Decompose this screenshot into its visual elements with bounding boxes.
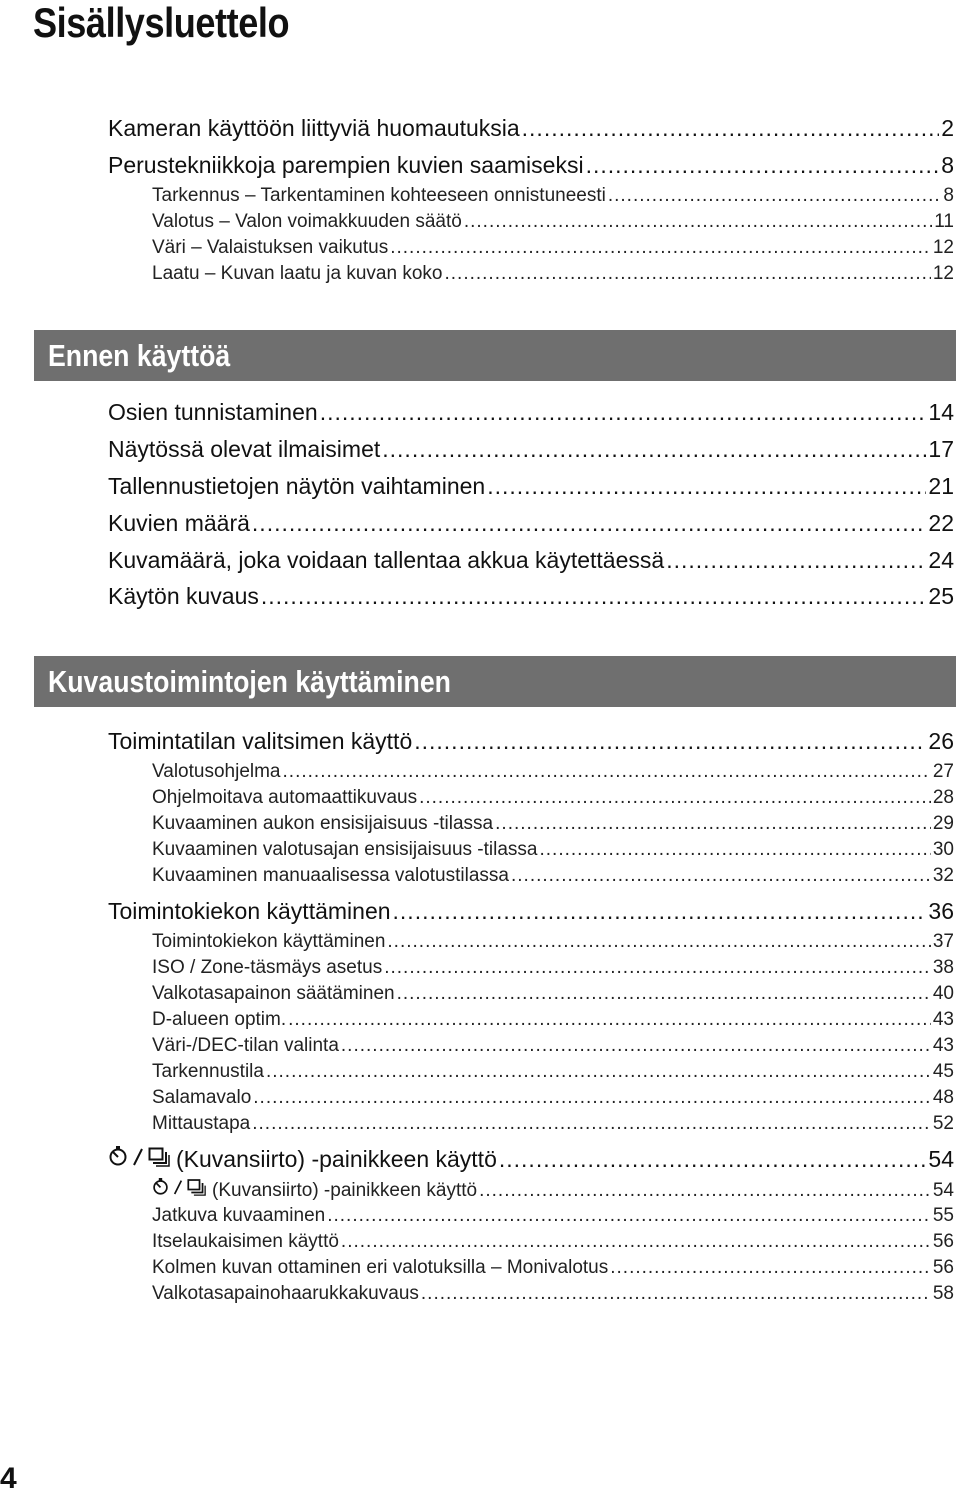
- toc-entry[interactable]: Käytön kuvaus ..... 25: [108, 581, 954, 611]
- toc-entry[interactable]: Toimintokiekon käyttäminen ..... 36: [108, 896, 954, 926]
- toc-subentry[interactable]: D-alueen optim. ..... 43: [152, 1007, 954, 1033]
- continuous-shooting-icon: [148, 1145, 170, 1167]
- toc-subentry[interactable]: Toimintokiekon käyttäminen ..... 37: [152, 929, 954, 955]
- toc-subentry[interactable]: Kolmen kuvan ottaminen eri valotuksilla – Monivalotus ..... 56: [152, 1255, 954, 1281]
- toc-subentry[interactable]: Kuvaaminen aukon ensisijaisuus -tilassa ..... 29: [152, 811, 954, 837]
- self-timer-icon: [108, 1145, 128, 1167]
- toc-subentry[interactable]: Tarkennus – Tarkentaminen kohteeseen onnistuneesti ..... 8: [152, 183, 954, 209]
- toc-subentry[interactable]: Väri – Valaistuksen vaikutus ..... 12: [152, 235, 954, 261]
- toc-subentry[interactable]: Kuvaaminen valotusajan ensisijaisuus -tilassa ..... 30: [152, 837, 954, 863]
- toc-entry[interactable]: (Kuvansiirto) -painikkeen käyttö ..... 54: [108, 1144, 954, 1174]
- toc-entry[interactable]: Näytössä olevat ilmaisimet ..... 17: [108, 434, 954, 464]
- toc-subentry[interactable]: Valotusohjelma ..... 27: [152, 759, 954, 785]
- toc-entry[interactable]: Kuvamäärä, joka voidaan tallentaa akkua käytettäessä ..... 24: [108, 545, 954, 575]
- slash-icon: [132, 1145, 144, 1167]
- section-heading-label: Kuvaustoimintojen käyttäminen: [48, 664, 451, 699]
- toc-subentry[interactable]: Valkotasapainohaarukkakuvaus ..... 58: [152, 1281, 954, 1307]
- toc-entry[interactable]: Tallennustietojen näytön vaihtaminen ..... 21: [108, 471, 954, 501]
- toc-entry[interactable]: Osien tunnistaminen ..... 14: [108, 397, 954, 427]
- toc-subentry[interactable]: Itselaukaisimen käyttö ..... 56: [152, 1229, 954, 1255]
- toc-subentry[interactable]: (Kuvansiirto) -painikkeen käyttö ..... 54: [152, 1177, 954, 1203]
- toc-subentry[interactable]: Tarkennustila ..... 45: [152, 1059, 954, 1085]
- toc-entry[interactable]: Kameran käyttöön liittyviä huomautuksia ..... 2: [108, 113, 954, 143]
- section-heading-ennen-kayttoa: [34, 330, 956, 381]
- toc-entry[interactable]: Perustekniikkoja parempien kuvien saamiseksi ..... 8: [108, 150, 954, 180]
- toc-subentry[interactable]: Kuvaaminen manuaalisessa valotustilassa ..... 32: [152, 863, 954, 889]
- toc-subentry[interactable]: Jatkuva kuvaaminen ..... 55: [152, 1203, 954, 1229]
- self-timer-icon: [152, 1177, 169, 1196]
- continuous-shooting-icon: [187, 1177, 206, 1196]
- toc-subentry[interactable]: Valkotasapainon säätäminen ..... 40: [152, 981, 954, 1007]
- toc-subentry[interactable]: Ohjelmoitava automaattikuvaus ..... 28: [152, 785, 954, 811]
- toc-subentry[interactable]: Salamavalo ..... 48: [152, 1085, 954, 1111]
- toc-subentry[interactable]: Laatu – Kuvan laatu ja kuvan koko ..... 12: [152, 261, 954, 287]
- toc-entry[interactable]: Toimintatilan valitsimen käyttö ..... 26: [108, 726, 954, 756]
- section-heading-label: Ennen käyttöä: [48, 338, 231, 373]
- drive-mode-icons: [108, 1145, 170, 1167]
- toc-subentry[interactable]: ISO / Zone-täsmäys asetus ..... 38: [152, 955, 954, 981]
- toc-subentry[interactable]: Valotus – Valon voimakkuuden säätö ..... 11: [152, 209, 954, 235]
- toc-subentry[interactable]: Mittaustapa ..... 52: [152, 1111, 954, 1137]
- slash-icon: [173, 1177, 183, 1196]
- section-heading-kuvaustoimintojen: [34, 656, 956, 707]
- toc-subentry[interactable]: Väri-/DEC-tilan valinta ..... 43: [152, 1033, 954, 1059]
- drive-mode-icons: [152, 1177, 206, 1196]
- page-number: 4: [0, 1462, 17, 1495]
- toc-entry[interactable]: Kuvien määrä ..... 22: [108, 508, 954, 538]
- page-title: Sisällysluettelo: [33, 0, 290, 46]
